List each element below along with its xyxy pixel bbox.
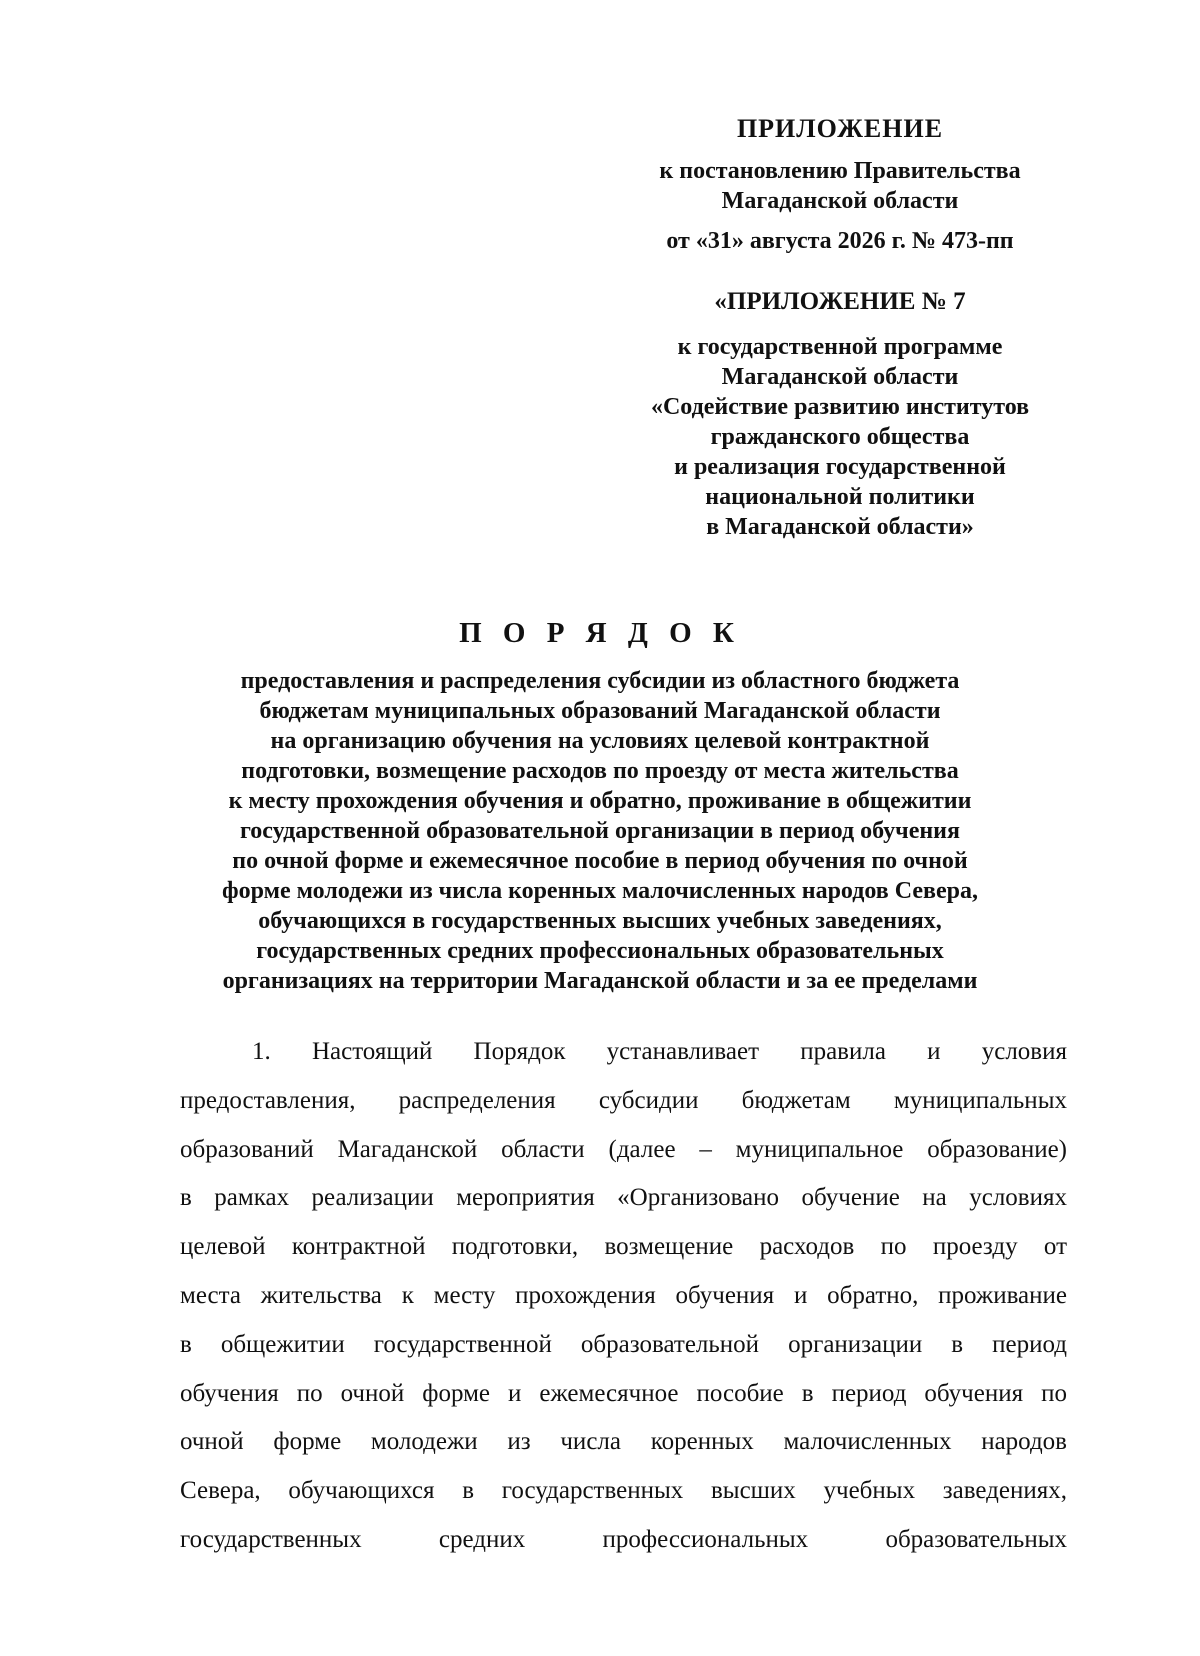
program-line: гражданского общества <box>710 424 970 450</box>
program-line: в Магаданской области» <box>706 514 974 540</box>
program-line: к государственной программе <box>677 334 1003 360</box>
subtitle-line: государственной образовательной организации в период обучения <box>239 818 960 844</box>
paragraph-line: очной форме молодежи из числа коренных малочисленных народов <box>180 1428 1067 1456</box>
body-paragraph <box>180 1028 1067 1565</box>
program-reference <box>600 332 1080 542</box>
subtitle-line: предоставления и распределения субсидии из областного бюджета <box>240 668 960 694</box>
paragraph-line: обучения по очной форме и ежемесячное пособие в период обучения по <box>180 1379 1067 1407</box>
appendix-reference <box>600 156 1080 216</box>
subtitle-line: на организацию обучения на условиях целевой контрактной <box>270 728 930 754</box>
appendix7-title: «ПРИЛОЖЕНИЕ № 7 <box>714 288 966 315</box>
paragraph-line: Севера, обучающихся в государственных высших учебных заведениях, <box>180 1477 1067 1505</box>
subtitle-line: организациях на территории Магаданской области и за ее пределами <box>222 968 978 994</box>
subtitle-line: государственных средних профессиональных образовательных <box>256 938 944 964</box>
program-line: и реализация государственной <box>674 454 1006 480</box>
subtitle-line: к месту прохождения обучения и обратно, проживание в общежитии <box>228 788 972 814</box>
paragraph-line: 1. Настоящий Порядок устанавливает правила и условия <box>252 1038 1067 1065</box>
appendix-reference-line: к постановлению Правительства <box>659 158 1021 184</box>
appendix-reference-line: Магаданской области <box>721 188 959 214</box>
paragraph-line: места жительства к месту прохождения обучения и обратно, проживание <box>180 1281 1067 1309</box>
paragraph-line: образований Магаданской области (далее – муниципальное образование) <box>180 1135 1067 1163</box>
paragraph-line: в общежитии государственной образовательной организации в период <box>180 1330 1067 1358</box>
program-line: Магаданской области <box>721 364 959 390</box>
paragraph-line: предоставления, распределения субсидии бюджетам муниципальных <box>180 1086 1067 1114</box>
paragraph-line: государственных средних профессиональных образовательных <box>180 1525 1067 1553</box>
appendix-header <box>600 112 1080 542</box>
appendix-title: ПРИЛОЖЕНИЕ <box>736 114 944 143</box>
subtitle-line: обучающихся в государственных высших учебных заведениях, <box>258 908 942 934</box>
subtitle-line: форме молодежи из числа коренных малочисленных народов Севера, <box>222 878 978 904</box>
subtitle-line: по очной форме и ежемесячное пособие в период обучения по очной <box>232 848 968 874</box>
document-heading <box>130 614 1070 996</box>
document-title: П О Р Я Д О К <box>459 617 741 649</box>
subtitle-line: бюджетам муниципальных образований Магаданской области <box>259 698 941 724</box>
document-subtitle <box>130 666 1070 996</box>
paragraph-line: целевой контрактной подготовки, возмещение расходов по проезду от <box>180 1233 1067 1261</box>
appendix-date: от «31» августа 2026 г. № 473-пп <box>666 228 1014 254</box>
program-line: национальной политики <box>705 484 975 510</box>
program-line: «Содействие развитию институтов <box>650 394 1030 420</box>
paragraph-line: в рамках реализации мероприятия «Организовано обучение на условиях <box>180 1184 1067 1212</box>
subtitle-line: подготовки, возмещение расходов по проезду от места жительства <box>241 758 959 784</box>
